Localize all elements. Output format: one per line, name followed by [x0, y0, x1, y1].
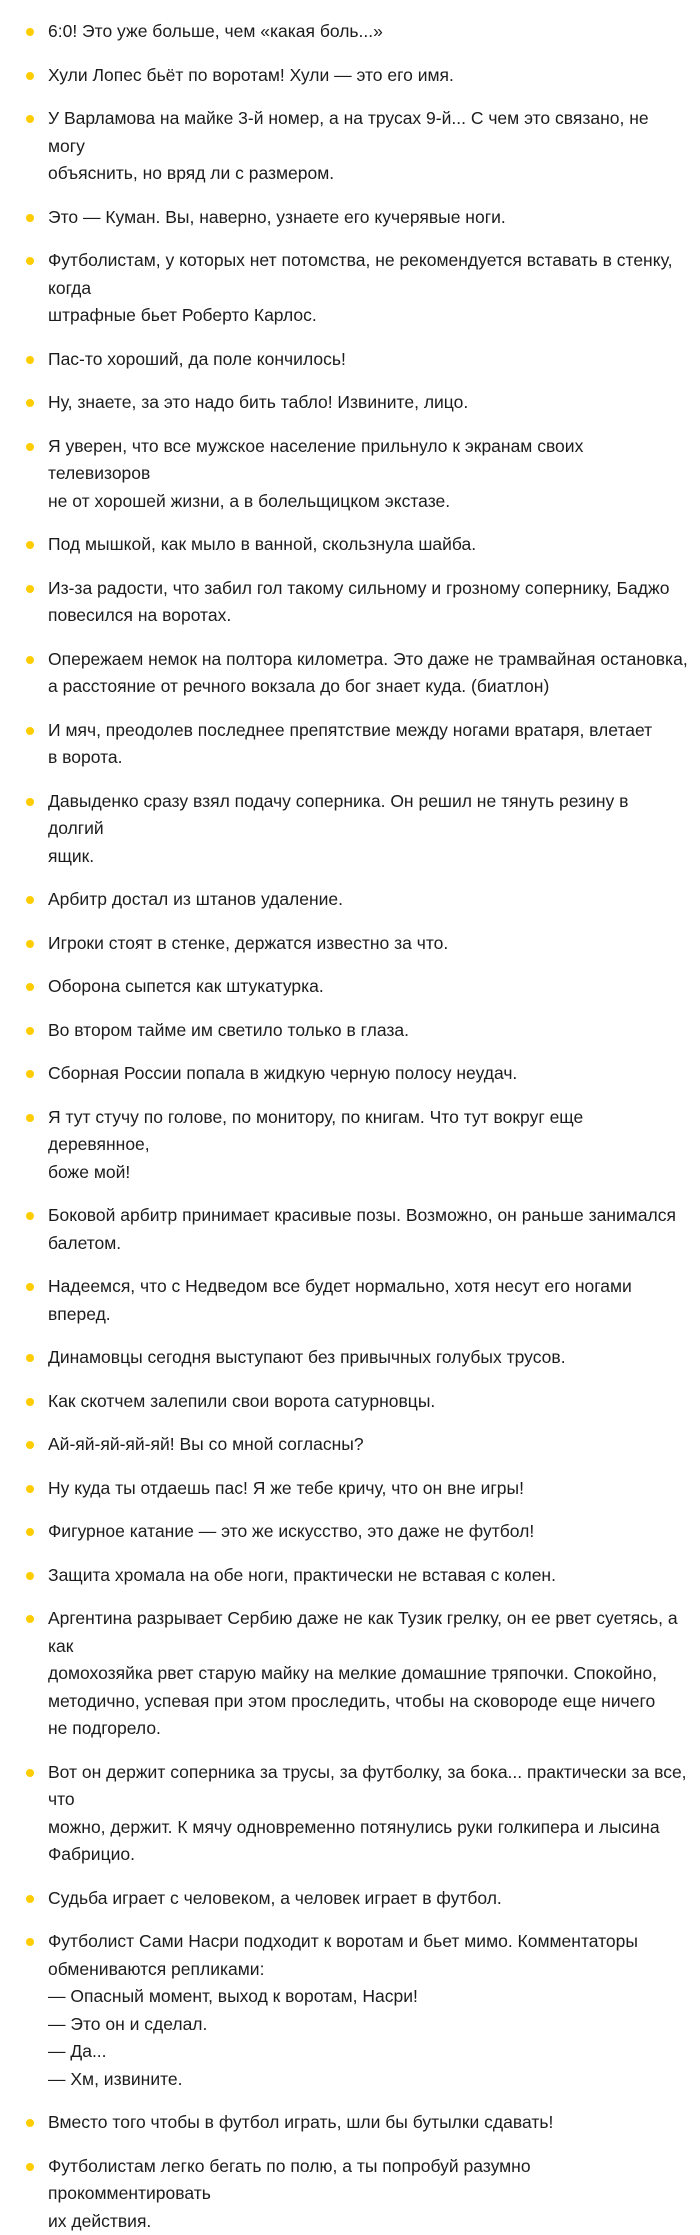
quote-text-line: Арбитр достал из штанов удаление.: [48, 886, 688, 914]
bullet-dot-icon: [26, 214, 34, 222]
quote-list-item: [26, 1017, 692, 1045]
quote-list-item: [26, 389, 692, 417]
quote-list: [26, 18, 692, 2235]
quote-list-item: [26, 1060, 692, 1088]
quote-text-line: Ну, знаете, за это надо бить табло! Извините, лицо.: [48, 389, 688, 417]
quote-text-line: домохозяйка рвет старую майку на мелкие домашние тряпочки. Спокойно,: [48, 1660, 688, 1688]
quote-text-line: Вместо того чтобы в футбол играть, шли бы бутылки сдавать!: [48, 2109, 688, 2137]
bullet-dot-icon: [26, 1572, 34, 1580]
bullet-dot-icon: [26, 257, 34, 265]
quote-text-line: можно, держит. К мячу одновременно потянулись руки голкипера и лысина: [48, 1814, 688, 1842]
quote-text-line: Пас-то хороший, да поле кончилось!: [48, 346, 688, 374]
bullet-dot-icon: [26, 896, 34, 904]
bullet-dot-icon: [26, 541, 34, 549]
quote-text-line: Сборная России попала в жидкую черную полосу неудач.: [48, 1060, 688, 1088]
quote-text-line: повесился на воротах.: [48, 602, 688, 630]
quote-list-item: [26, 646, 692, 701]
bullet-dot-icon: [26, 443, 34, 451]
quote-list-item: [26, 2109, 692, 2137]
quote-list-item: [26, 18, 692, 46]
quote-list-item: [26, 717, 692, 772]
quote-list-item: [26, 788, 692, 871]
quote-list-item: [26, 2153, 692, 2235]
quote-text-line: Футболист Сами Насри подходит к воротам и бьет мимо. Комментаторы: [48, 1928, 688, 1956]
bullet-dot-icon: [26, 2119, 34, 2127]
quote-list-item: [26, 531, 692, 559]
quote-text-line: их действия.: [48, 2208, 688, 2235]
quote-list-item: [26, 346, 692, 374]
quote-list-item: [26, 575, 692, 630]
bullet-dot-icon: [26, 656, 34, 664]
quote-text-line: не подгорело.: [48, 1715, 688, 1743]
quote-list-item: [26, 1928, 692, 2093]
bullet-dot-icon: [26, 1485, 34, 1493]
bullet-dot-icon: [26, 2163, 34, 2171]
quote-text-line: Из-за радости, что забил гол такому сильному и грозному сопернику, Баджо: [48, 575, 688, 603]
quote-text-line: Фабрицио.: [48, 1841, 688, 1869]
quote-text-line: Под мышкой, как мыло в ванной, скользнула шайба.: [48, 531, 688, 559]
quote-text-line: Футболистам легко бегать по полю, а ты попробуй разумно прокомментировать: [48, 2153, 688, 2208]
bullet-dot-icon: [26, 1938, 34, 1946]
bullet-dot-icon: [26, 798, 34, 806]
quote-text-line: Хули Лопес бьёт по воротам! Хули — это его имя.: [48, 62, 688, 90]
quote-text-line: И мяч, преодолев последнее препятствие между ногами вратаря, влетает: [48, 717, 688, 745]
bullet-dot-icon: [26, 1070, 34, 1078]
bullet-dot-icon: [26, 72, 34, 80]
bullet-dot-icon: [26, 1212, 34, 1220]
quote-text-line: — Да...: [48, 2038, 688, 2066]
quote-list-item: [26, 1885, 692, 1913]
quote-list-item: [26, 204, 692, 232]
quote-text-line: Как скотчем залепили свои ворота сатурновцы.: [48, 1388, 688, 1416]
quote-list-item: [26, 1518, 692, 1546]
quote-text-line: Футболистам, у которых нет потомства, не рекомендуется вставать в стенку, когда: [48, 247, 688, 302]
quote-text-line: балетом.: [48, 1230, 688, 1258]
quote-list-item: [26, 1344, 692, 1372]
bullet-dot-icon: [26, 727, 34, 735]
quote-text-line: обмениваются репликами:: [48, 1956, 688, 1984]
quote-text-line: Боковой арбитр принимает красивые позы. Возможно, он раньше занимался: [48, 1202, 688, 1230]
quote-list-item: [26, 62, 692, 90]
bullet-dot-icon: [26, 1895, 34, 1903]
quote-list-item: [26, 1273, 692, 1328]
quote-text-line: Надеемся, что с Недведом все будет нормально, хотя несут его ногами вперед.: [48, 1273, 688, 1328]
quote-list-item: [26, 1202, 692, 1257]
bullet-dot-icon: [26, 940, 34, 948]
quote-text-line: Я тут стучу по голове, по монитору, по книгам. Что тут вокруг еще деревянное,: [48, 1104, 688, 1159]
quote-list-item: [26, 1759, 692, 1869]
bullet-dot-icon: [26, 1027, 34, 1035]
quote-text-line: У Варламова на майке 3-й номер, а на трусах 9-й... С чем это связано, не могу: [48, 105, 688, 160]
quote-text-line: — Это он и сделал.: [48, 2011, 688, 2039]
quote-text-line: Это — Куман. Вы, наверно, узнаете его кучерявые ноги.: [48, 204, 688, 232]
quote-text-line: Судьба играет с человеком, а человек играет в футбол.: [48, 1885, 688, 1913]
quote-list-item: [26, 1104, 692, 1187]
quote-list-item: [26, 1388, 692, 1416]
quote-list-item: [26, 1475, 692, 1503]
quote-text-line: Защита хромала на обе ноги, практически не вставая с колен.: [48, 1562, 688, 1590]
bullet-dot-icon: [26, 1441, 34, 1449]
quote-text-line: Во втором тайме им светило только в глаза.: [48, 1017, 688, 1045]
quote-text-line: 6:0! Это уже больше, чем «какая боль...»: [48, 18, 688, 46]
quote-text-line: Вот он держит соперника за трусы, за футболку, за бока... практически за все, что: [48, 1759, 688, 1814]
quote-list-item: [26, 433, 692, 516]
quote-text-line: в ворота.: [48, 744, 688, 772]
quote-text-line: методично, успевая при этом проследить, чтобы на сковороде еще ничего: [48, 1688, 688, 1716]
bullet-dot-icon: [26, 399, 34, 407]
quote-text-line: Оборона сыпется как штукатурка.: [48, 973, 688, 1001]
quote-text-line: Динамовцы сегодня выступают без привычных голубых трусов.: [48, 1344, 688, 1372]
quote-list-item: [26, 247, 692, 330]
bullet-dot-icon: [26, 115, 34, 123]
bullet-dot-icon: [26, 1398, 34, 1406]
quote-text-line: Ну куда ты отдаешь пас! Я же тебе кричу, что он вне игры!: [48, 1475, 688, 1503]
bullet-dot-icon: [26, 1114, 34, 1122]
quote-text-line: Фигурное катание — это же искусство, это даже не футбол!: [48, 1518, 688, 1546]
quote-text-line: — Хм, извините.: [48, 2066, 688, 2094]
quote-text-line: Я уверен, что все мужское население прильнуло к экранам своих телевизоров: [48, 433, 688, 488]
quote-list-item: [26, 930, 692, 958]
quote-text-line: — Опасный момент, выход к воротам, Насри!: [48, 1983, 688, 2011]
quote-text-line: Аргентина разрывает Сербию даже не как Тузик грелку, он ее рвет суетясь, а как: [48, 1605, 688, 1660]
bullet-dot-icon: [26, 1615, 34, 1623]
quote-list-item: [26, 1431, 692, 1459]
quote-text-line: объяснить, но вряд ли с размером.: [48, 160, 688, 188]
quote-list-item: [26, 973, 692, 1001]
quote-list-item: [26, 886, 692, 914]
quote-text-line: Ай-яй-яй-яй-яй! Вы со мной согласны?: [48, 1431, 688, 1459]
quote-text-line: Игроки стоят в стенке, держатся известно за что.: [48, 930, 688, 958]
bullet-dot-icon: [26, 1283, 34, 1291]
quote-text-line: не от хорошей жизни, а в болельщицком экстазе.: [48, 488, 688, 516]
quote-text-line: боже мой!: [48, 1159, 688, 1187]
quote-text-line: штрафные бьет Роберто Карлос.: [48, 302, 688, 330]
bullet-dot-icon: [26, 1354, 34, 1362]
bullet-dot-icon: [26, 1769, 34, 1777]
bullet-dot-icon: [26, 585, 34, 593]
bullet-dot-icon: [26, 1528, 34, 1536]
quote-list-item: [26, 1605, 692, 1743]
quote-text-line: а расстояние от речного вокзала до бог знает куда. (биатлон): [48, 673, 688, 701]
bullet-dot-icon: [26, 28, 34, 36]
bullet-dot-icon: [26, 356, 34, 364]
quote-text-line: Давыденко сразу взял подачу соперника. Он решил не тянуть резину в долгий: [48, 788, 688, 843]
bullet-dot-icon: [26, 983, 34, 991]
quote-text-line: ящик.: [48, 843, 688, 871]
quote-list-item: [26, 1562, 692, 1590]
quote-list-item: [26, 105, 692, 188]
quote-text-line: Опережаем немок на полтора километра. Это даже не трамвайная остановка,: [48, 646, 688, 674]
